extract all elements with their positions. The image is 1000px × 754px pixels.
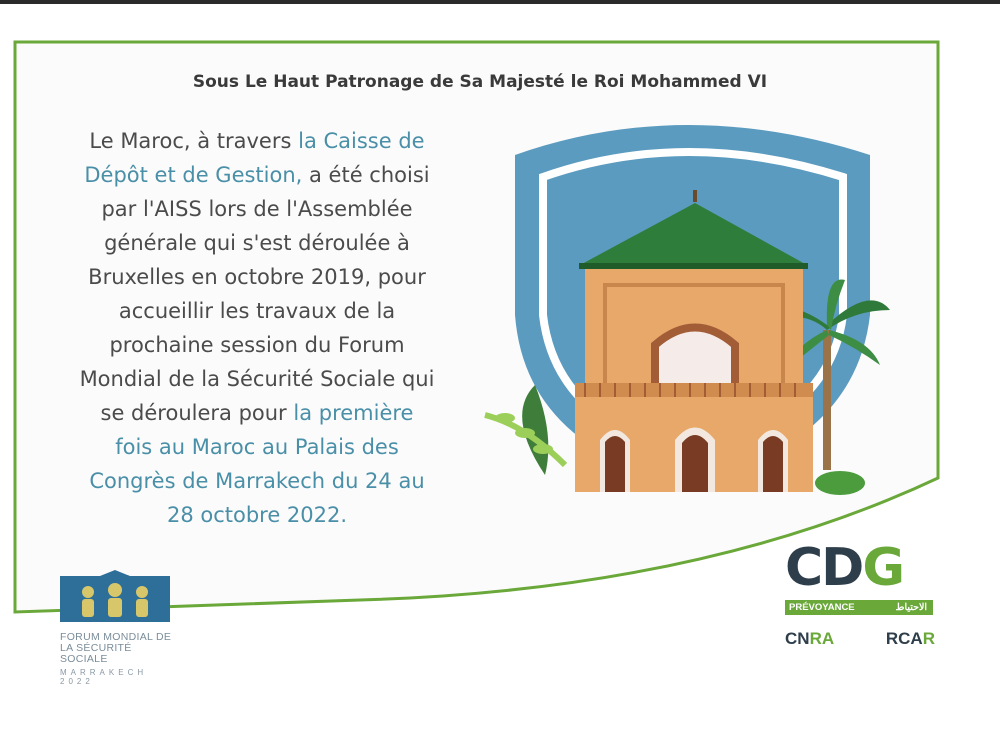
highlight-first-time: la première	[293, 401, 414, 425]
forum-emblem-icon	[60, 570, 170, 622]
forum-title: FORUM MONDIAL DE LA SÉCURITÉ SOCIALE	[60, 631, 172, 665]
forum-logo	[60, 570, 180, 686]
announcement-paragraph: Le Maroc, à travers la Caisse de Dépôt et de Gestion, a été choisi par l'AISS lors de l'Assemblée générale qui s'est déroulée à Bruxelles en octobre 2019, pour accueillir les travaux de la prochaine session du Forum Mondial de la Sécurité Sociale qui se déroulera pour la première fois au Maroc au Palais des Congrès de Marrakech du 24 au 28 octobre 2022.	[79, 129, 435, 527]
patronage-heading: Sous Le Haut Patronage de Sa Majesté le Roi Mohammed VI	[192, 72, 768, 92]
cdg-logo	[785, 540, 945, 649]
sub-logos	[785, 629, 935, 649]
cnra-logo: CNRA	[785, 629, 835, 648]
palace-illustration	[475, 115, 895, 505]
highlight-cdg: la Caisse de	[298, 129, 425, 153]
rcar-logo: RCAR	[885, 629, 935, 648]
forum-city: MARRAKECH 2022	[60, 668, 148, 686]
cdg-wordmark: CDG	[785, 538, 904, 598]
prevoyance-bar: PRÉVOYANCE الاحتياط	[785, 600, 933, 615]
